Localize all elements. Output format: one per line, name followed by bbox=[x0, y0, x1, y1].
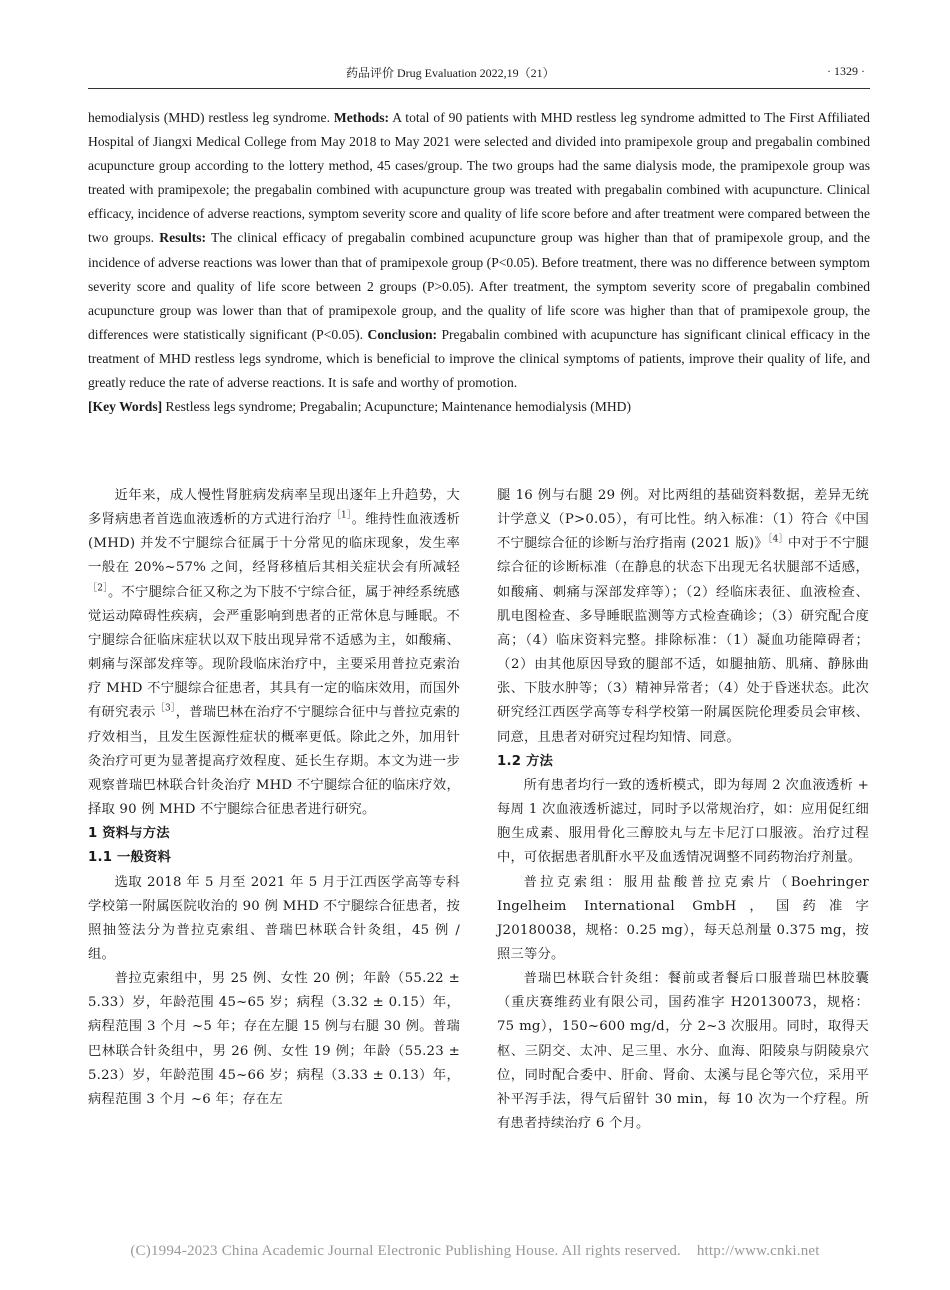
citation-4[interactable]: ［4］ bbox=[767, 534, 788, 545]
header-rule bbox=[88, 88, 870, 89]
section-heading-materials-methods: 1 资料与方法 bbox=[88, 826, 170, 842]
pramipexole-group-paragraph: 普拉克索组：服用盐酸普拉克索片（Boehringer Ingelheim International GmbH，国药准字 J20180038，规格：0.25 mg），每天总剂量 0.375 mg，按照三等分。 bbox=[497, 874, 869, 962]
criteria-paragraph bbox=[497, 484, 869, 750]
abstract-body bbox=[88, 106, 870, 395]
intro-paragraph bbox=[88, 484, 460, 822]
group-demographics-paragraph: 普拉克索组中，男 25 例、女性 20 例；年龄（55.22 ± 5.33）岁，年龄范围 45~65 岁；病程（3.32 ± 0.15）年，病程范围 3 个月 ~5 年；存在左腿 15 例与右腿 30 例。普瑞巴林联合针灸组中，男 26 例、女性 19 例；年龄（55.23 ± 5.23）岁，年龄范围 45~66 岁；病程（3.33 ± 0.13）年，病程范围 3 个月 ~6 年；存在左 bbox=[88, 971, 460, 1107]
copyright-footer bbox=[0, 1243, 950, 1260]
intro-text-b: 。维持性血液透析 (MHD) 并发不宁腿综合征属于十分常见的临床现象，发生率一般在 20%~57% 之间，经肾移植后其相关症状会有所减轻 bbox=[88, 512, 461, 576]
methods-paragraph: 所有患者均行一致的透析模式，即为每周 2 次血液透析 + 每周 1 次血液透析滤过，同时予以常规治疗，如：应用促红细胞生成素、服用骨化三醇胶丸与左卡尼汀口服液。治疗过程中，可依据患者肌酐水平及血透情况调整不同药物治疗剂量。 bbox=[497, 777, 869, 866]
copyright-text: (C)1994-2023 China Academic Journal Electronic Publishing House. All rights reserved. bbox=[130, 1243, 682, 1259]
english-abstract bbox=[88, 106, 870, 419]
journal-title: 药品评价 Drug Evaluation 2022,19（21） bbox=[346, 66, 555, 80]
citation-3[interactable]: ［3］ bbox=[155, 703, 176, 714]
criteria-text-a: 腿 16 例与右腿 29 例。对比两组的基础资料数据，差异无统计学意义（P>0.05），有可比性。纳入标准：（1）符合《中国不宁腿综合征的诊断与治疗指南 (2021 版)》 bbox=[497, 488, 869, 552]
intro-text-a: 近年来，成人慢性肾脏病发病率呈现出逐年上升趋势，大多肾病患者首选血液透析的方式进行治疗 bbox=[88, 488, 460, 528]
results-label: Results: bbox=[159, 230, 207, 246]
keywords-text: Restless legs syndrome; Pregabalin; Acupuncture; Maintenance hemodialysis (MHD) bbox=[162, 399, 632, 415]
citation-2[interactable]: ［2］ bbox=[88, 583, 108, 594]
running-header bbox=[0, 64, 950, 84]
subsection-heading-general-data: 1.1 一般资料 bbox=[88, 850, 171, 866]
citation-1[interactable]: ［1］ bbox=[331, 510, 352, 521]
right-column bbox=[497, 484, 869, 1136]
criteria-text-b: 中对于不宁腿综合征的诊断标准（在静息的状态下出现无名状腿部不适感，如酸痛、刺痛与深部发痒等）；（2）经临床表征、血液检查、肌电图检查、多导睡眠监测等方式检查确诊；（3）研究配合度高；（4）临床资料完整。排除标准：（1）凝血功能障碍者；（2）由其他原因导致的腿部不适，如腿抽筋、肌痛、静脉曲张、下肢水肿等；（3）精神异常者；（4）处于昏迷状态。此次研究经江西医学高等专科学校第一附属医院伦理委员会审核、同意，且患者对研究过程均知情、同意。 bbox=[497, 536, 870, 745]
intro-text-d: ，普瑞巴林在治疗不宁腿综合征中与普拉克索的疗效相当，且发生医源性症状的概率更低。除此之外，加用针灸治疗可更为显著提高疗效程度、延长生存期。本文为进一步观察普瑞巴林联合针灸治疗 MHD 不宁腿综合征的临床疗效，择取 90 例 MHD 不宁腿综合征患者进行研究。 bbox=[88, 705, 461, 818]
conclusion-label: Conclusion: bbox=[367, 326, 438, 342]
methods-text: A total of 90 patients with MHD restless leg syndrome admitted to The First Affiliated Hospital of Jiangxi Medical College from May 2018 to May 2021 were selected and divided into pramipexole group and pregabalin combined acupuncture group according to the lottery method, 45 cases/group. The two groups had the same dialysis mode, the pramipexole group was treated with pramipexole; the pregabalin combined with acupuncture group was treated with pregabalin combined with acupuncture. Clinical efficacy, incidence of adverse reactions, symptom severity score and quality of life score before and after treatment were compared between the two groups. bbox=[88, 110, 870, 246]
abstract-opening: hemodialysis (MHD) restless leg syndrome. bbox=[88, 110, 334, 125]
conclusion-text: Pregabalin combined with acupuncture has significant clinical efficacy in the treatment of MHD restless legs syndrome, which is beneficial to improve the clinical symptoms of patients, improve their quality of life, and greatly reduce the rate of adverse reactions. It is safe and worthy of promotion. bbox=[88, 326, 870, 391]
methods-label: Methods: bbox=[333, 110, 390, 125]
pregabalin-group-paragraph: 普瑞巴林联合针灸组：餐前或者餐后口服普瑞巴林胶囊（重庆赛维药业有限公司，国药准字 H20130073，规格：75 mg），150~600 mg/d，分 2~3 次服用。同时，取得天枢、三阴交、太冲、足三里、水分、血海、阳陵泉与阴陵泉穴位，同时配合委中、肝俞、肾俞、太溪与昆仑等穴位，采用平补平泻手法，得气后留针 30 min，每 10 次为一个疗程。所有患者持续治疗 6 个月。 bbox=[497, 971, 869, 1132]
cnki-url[interactable]: http://www.cnki.net bbox=[696, 1243, 820, 1259]
subsection-heading-methods: 1.2 方法 bbox=[497, 753, 553, 769]
left-column bbox=[88, 484, 460, 1112]
intro-text-c: 。不宁腿综合征又称之为下肢不宁综合征，属于神经系统感觉运动障碍性疾病，会严重影响到患者的正常休息与睡眠。不宁腿综合征临床症状以双下肢出现异常不适感为主，如酸痛、刺痛与深部发痒等。现阶段临床治疗中，主要采用普拉克索治疗 MHD 不宁腿综合征患者，其具有一定的临床效用，而国外有研究表示 bbox=[88, 584, 461, 721]
general-data-paragraph: 选取 2018 年 5 月至 2021 年 5 月于江西医学高等专科学校第一附属医院收治的 90 例 MHD 不宁腿综合征患者，按照抽签法分为普拉克索组、普瑞巴林联合针灸组，45 例 / 组。 bbox=[88, 874, 460, 962]
keywords bbox=[88, 395, 870, 419]
keywords-label: [Key Words] bbox=[88, 399, 163, 415]
page-number: · 1329 · bbox=[827, 64, 865, 78]
results-text: The clinical efficacy of pregabalin combined acupuncture group was higher than that of pramipexole group, and the incidence of adverse reactions was lower than that of pramipexole group (P<0.05). Before treatment, there was no difference between symptom severity score and quality of life score between 2 groups (P>0.05). After treatment, the symptom severity score of pregabalin combined acupuncture group was lower than that of pramipexole group, and the quality of life score was higher than that of pramipexole group, the differences were statistically significant (P<0.05). bbox=[88, 230, 871, 342]
